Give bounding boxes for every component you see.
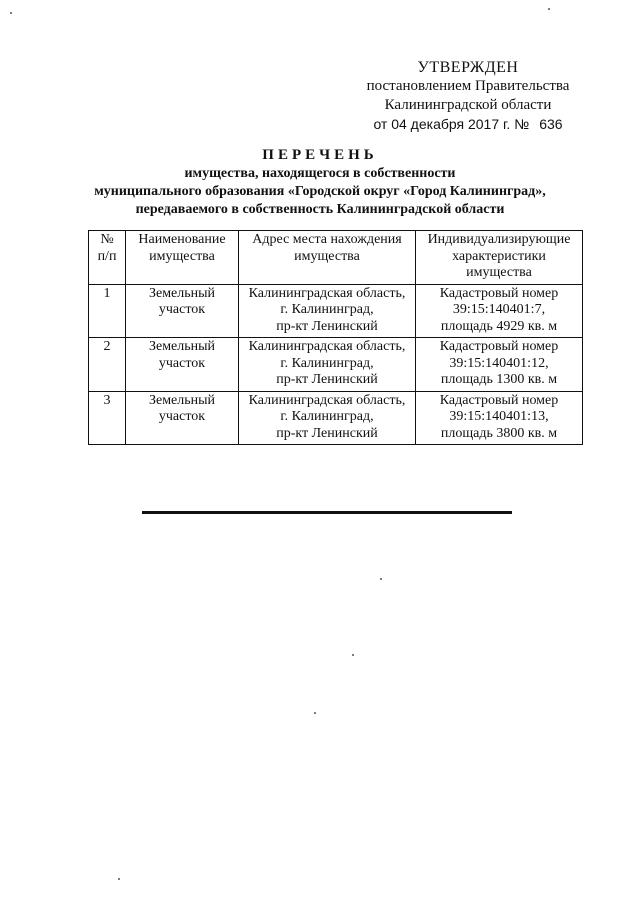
property-table bbox=[88, 230, 583, 445]
table-row bbox=[89, 338, 583, 392]
row-name: Земельный участок bbox=[126, 284, 239, 338]
scan-speck bbox=[10, 12, 12, 14]
heading-line-2: муниципального образования «Городской округ «Город Калининград», bbox=[94, 184, 546, 199]
row-specs: Кадастровый номер 39:15:140401:13, площадь 3800 кв. м bbox=[416, 391, 583, 445]
row-number: 3 bbox=[89, 391, 126, 445]
scan-speck bbox=[314, 712, 316, 714]
document-heading bbox=[0, 145, 640, 219]
row-number: 2 bbox=[89, 338, 126, 392]
row-address: Калининградская область, г. Калининград, пр-кт Ленинский bbox=[239, 391, 416, 445]
row-specs: Кадастровый номер 39:15:140401:12, площадь 1300 кв. м bbox=[416, 338, 583, 392]
row-name: Земельный участок bbox=[126, 338, 239, 392]
heading-line-1: имущества, находящегося в собственности bbox=[184, 166, 456, 181]
approval-block bbox=[348, 58, 588, 134]
row-name: Земельный участок bbox=[126, 391, 239, 445]
approval-date: от 04 декабря 2017 г. № bbox=[373, 116, 530, 132]
approval-number: 636 bbox=[539, 116, 563, 132]
row-number: 1 bbox=[89, 284, 126, 338]
scan-speck bbox=[548, 8, 550, 10]
row-address: Калининградская область, г. Калининград, пр-кт Ленинский bbox=[239, 284, 416, 338]
table-header-row bbox=[89, 231, 583, 285]
row-address: Калининградская область, г. Калининград, пр-кт Ленинский bbox=[239, 338, 416, 392]
header-specs: Индивидуализирующие характеристики имущества bbox=[416, 231, 583, 285]
approval-title: УТВЕРЖДЕН bbox=[417, 59, 519, 76]
row-specs: Кадастровый номер 39:15:140401:7, площадь 4929 кв. м bbox=[416, 284, 583, 338]
scan-speck bbox=[380, 578, 382, 580]
approval-line-2: Калининградской области bbox=[384, 97, 552, 113]
table-row bbox=[89, 391, 583, 445]
header-address: Адрес места нахождения имущества bbox=[239, 231, 416, 285]
scan-speck bbox=[352, 654, 354, 656]
approval-line-1: постановлением Правительства bbox=[366, 78, 570, 94]
header-number: № п/п bbox=[89, 231, 126, 285]
table-row bbox=[89, 284, 583, 338]
scan-speck bbox=[118, 878, 120, 880]
document-title: ПЕРЕЧЕНЬ bbox=[262, 147, 378, 163]
end-rule bbox=[142, 511, 512, 514]
approval-date-line bbox=[348, 115, 588, 134]
header-name: Наименование имущества bbox=[126, 231, 239, 285]
heading-line-3: передаваемого в собственность Калининградской области bbox=[135, 202, 505, 217]
